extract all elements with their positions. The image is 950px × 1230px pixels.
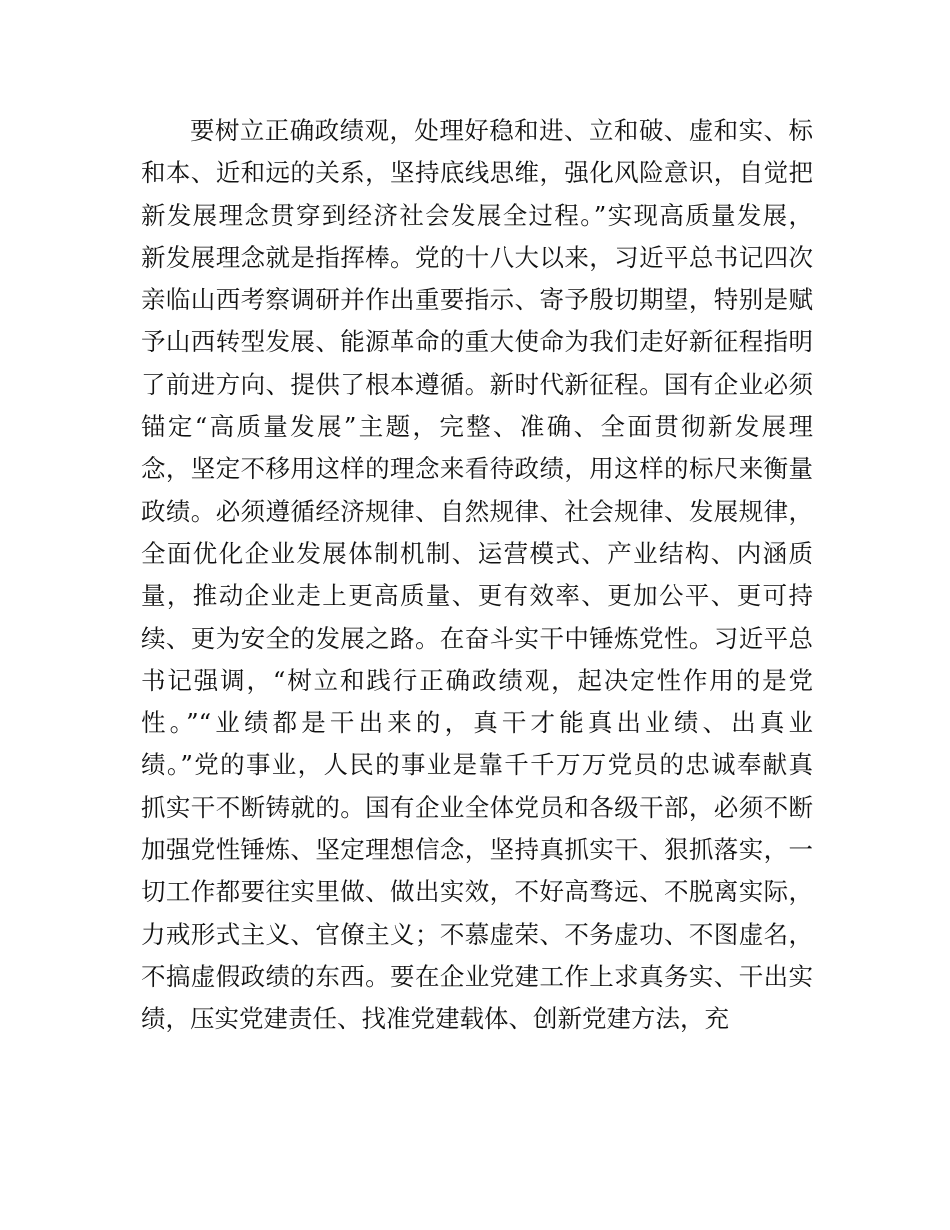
text-line: 抓实干不断铸就的。国有企业全体党员和各级干部，必须不断 [141,792,813,822]
text-line: 新发展理念就是指挥棒。党的十八大以来，习近平总书记四次 [141,242,813,272]
text-line: 绩，压实党建责任、找准党建载体、创新党建方法，充 [141,1004,729,1034]
body-paragraph [141,110,813,1041]
text-line: 加强党性锤炼、坚定理想信念，坚持真抓实干、狠抓落实，一 [141,835,813,865]
text-line: 书记强调，“树立和践行正确政绩观，起决定性作用的是党 [141,665,813,695]
text-line: 锚定“高质量发展”主题，完整、准确、全面贯彻新发展理 [141,412,813,442]
text-line: 了前进方向、提供了根本遵循。新时代新征程。国有企业必须 [141,369,813,399]
text-line: 要树立正确政绩观，处理好稳和进、立和破、虚和实、标 [190,116,813,145]
text-line: 新发展理念贯穿到经济社会发展全过程。”实现高质量发展， [141,200,813,230]
text-line: 政绩。必须遵循经济规律、自然规律、社会规律、发展规律， [141,496,813,526]
text-line: 念，坚定不移用这样的理念来看待政绩，用这样的标尺来衡量 [141,454,813,484]
text-line: 全面优化企业发展体制机制、运营模式、产业结构、内涵质 [141,538,813,568]
text-line: 性。”“业绩都是干出来的，真干才能真出业绩、出真业 [141,708,813,738]
text-line: 切工作都要往实里做、做出实效，不好高骛远、不脱离实际， [141,877,813,907]
text-line: 予山西转型发展、能源革命的重大使命为我们走好新征程指明 [141,327,813,357]
text-line: 续、更为安全的发展之路。在奋斗实干中锤炼党性。习近平总 [141,623,813,653]
text-line: 绩。”党的事业，人民的事业是靠千千万万党员的忠诚奉献真 [141,750,813,780]
text-line: 不搞虚假政绩的东西。要在企业党建工作上求真务实、干出实 [141,961,813,991]
text-line: 亲临山西考察调研并作出重要指示、寄予殷切期望，特别是赋 [141,285,813,315]
text-line: 和本、近和远的关系，坚持底线思维，强化风险意识，自觉把 [141,158,813,188]
text-line: 力戒形式主义、官僚主义；不慕虚荣、不务虚功、不图虚名， [141,919,813,949]
text-line: 量，推动企业走上更高质量、更有效率、更加公平、更可持 [141,581,813,611]
